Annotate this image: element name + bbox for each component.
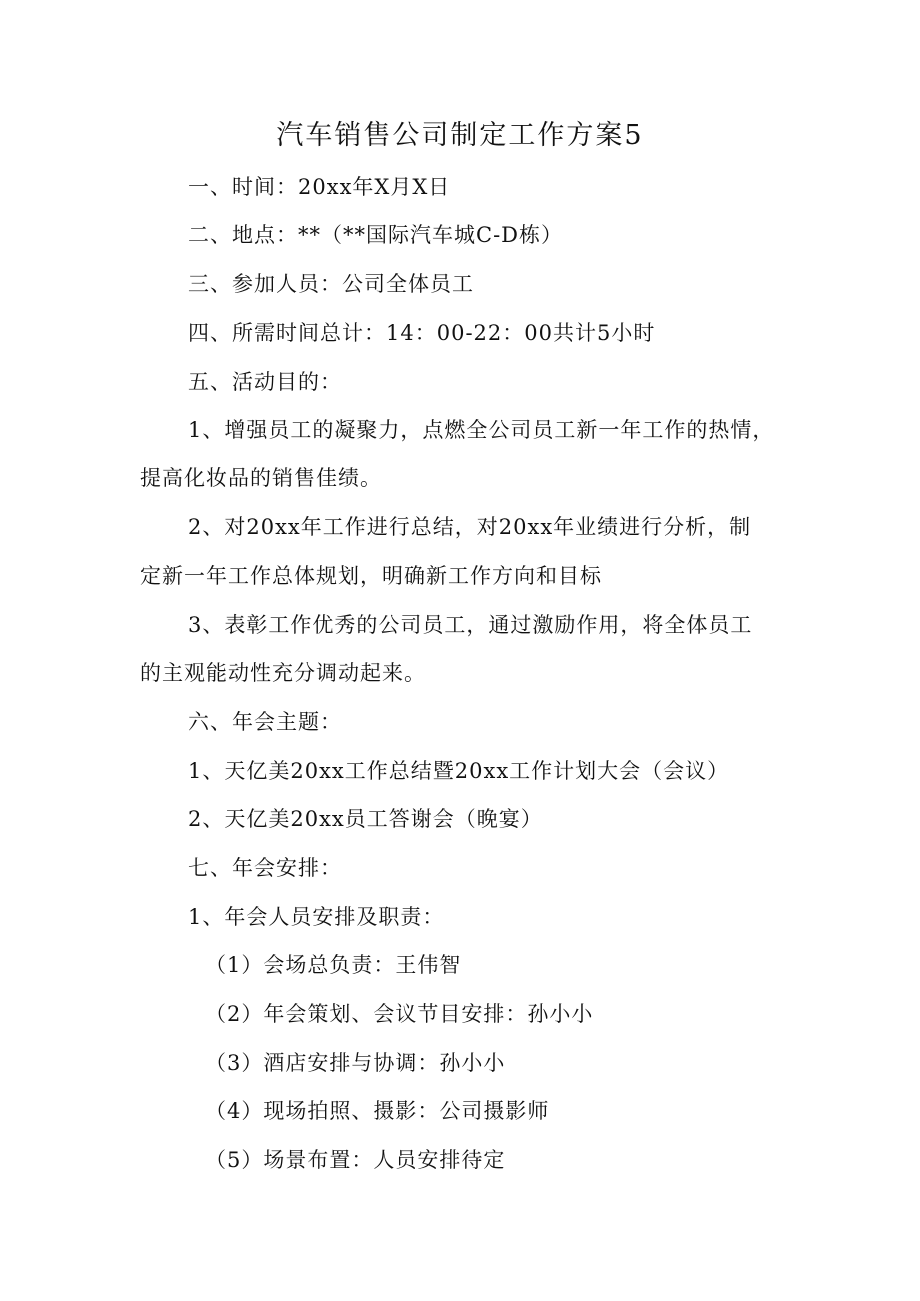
theme-item-2: 2、天亿美20xx员工答谢会（晚宴）: [188, 807, 543, 831]
purpose-item-3-line-1: 3、表彰工作优秀的公司员工，通过激励作用，将全体员工: [188, 613, 753, 637]
staff-item-1: （1）会场总负责：王伟智: [205, 953, 462, 977]
purpose-item-1-line-1: 1、增强员工的凝聚力，点燃全公司员工新一年工作的热情，: [188, 418, 775, 442]
section-purpose-heading: 五、活动目的：: [188, 370, 342, 394]
section-participants: 三、参加人员：公司全体员工: [188, 272, 474, 296]
staff-item-3: （3）酒店安排与协调：孙小小: [205, 1051, 506, 1075]
purpose-item-2-line-2: 定新一年工作总体规划，明确新工作方向和目标: [140, 564, 602, 588]
theme-item-1: 1、天亿美20xx工作总结暨20xx工作计划大会（会议）: [188, 759, 730, 783]
arrangement-staff-heading: 1、年会人员安排及职责：: [188, 905, 445, 929]
purpose-item-3-line-2: 的主观能动性充分调动起来。: [140, 661, 426, 685]
section-theme-heading: 六、年会主题：: [188, 710, 342, 734]
purpose-item-2-line-1: 2、对20xx年工作进行总结，对20xx年业绩进行分析，制: [188, 515, 752, 539]
staff-item-5: （5）场景布置：人员安排待定: [205, 1148, 506, 1172]
section-duration: 四、所需时间总计：14：00-22：00共计5小时: [188, 321, 656, 345]
section-arrangement-heading: 七、年会安排：: [188, 856, 342, 880]
staff-item-2: （2）年会策划、会议节目安排：孙小小: [205, 1002, 594, 1026]
section-location: 二、地点：**（**国际汽车城C-D栋）: [188, 223, 563, 247]
staff-item-4: （4）现场拍照、摄影：公司摄影师: [205, 1099, 550, 1123]
purpose-item-1-line-2: 提高化妆品的销售佳绩。: [140, 466, 382, 490]
section-time: 一、时间：20xx年X月X日: [188, 175, 451, 199]
document-title: 汽车销售公司制定工作方案5: [276, 120, 644, 151]
